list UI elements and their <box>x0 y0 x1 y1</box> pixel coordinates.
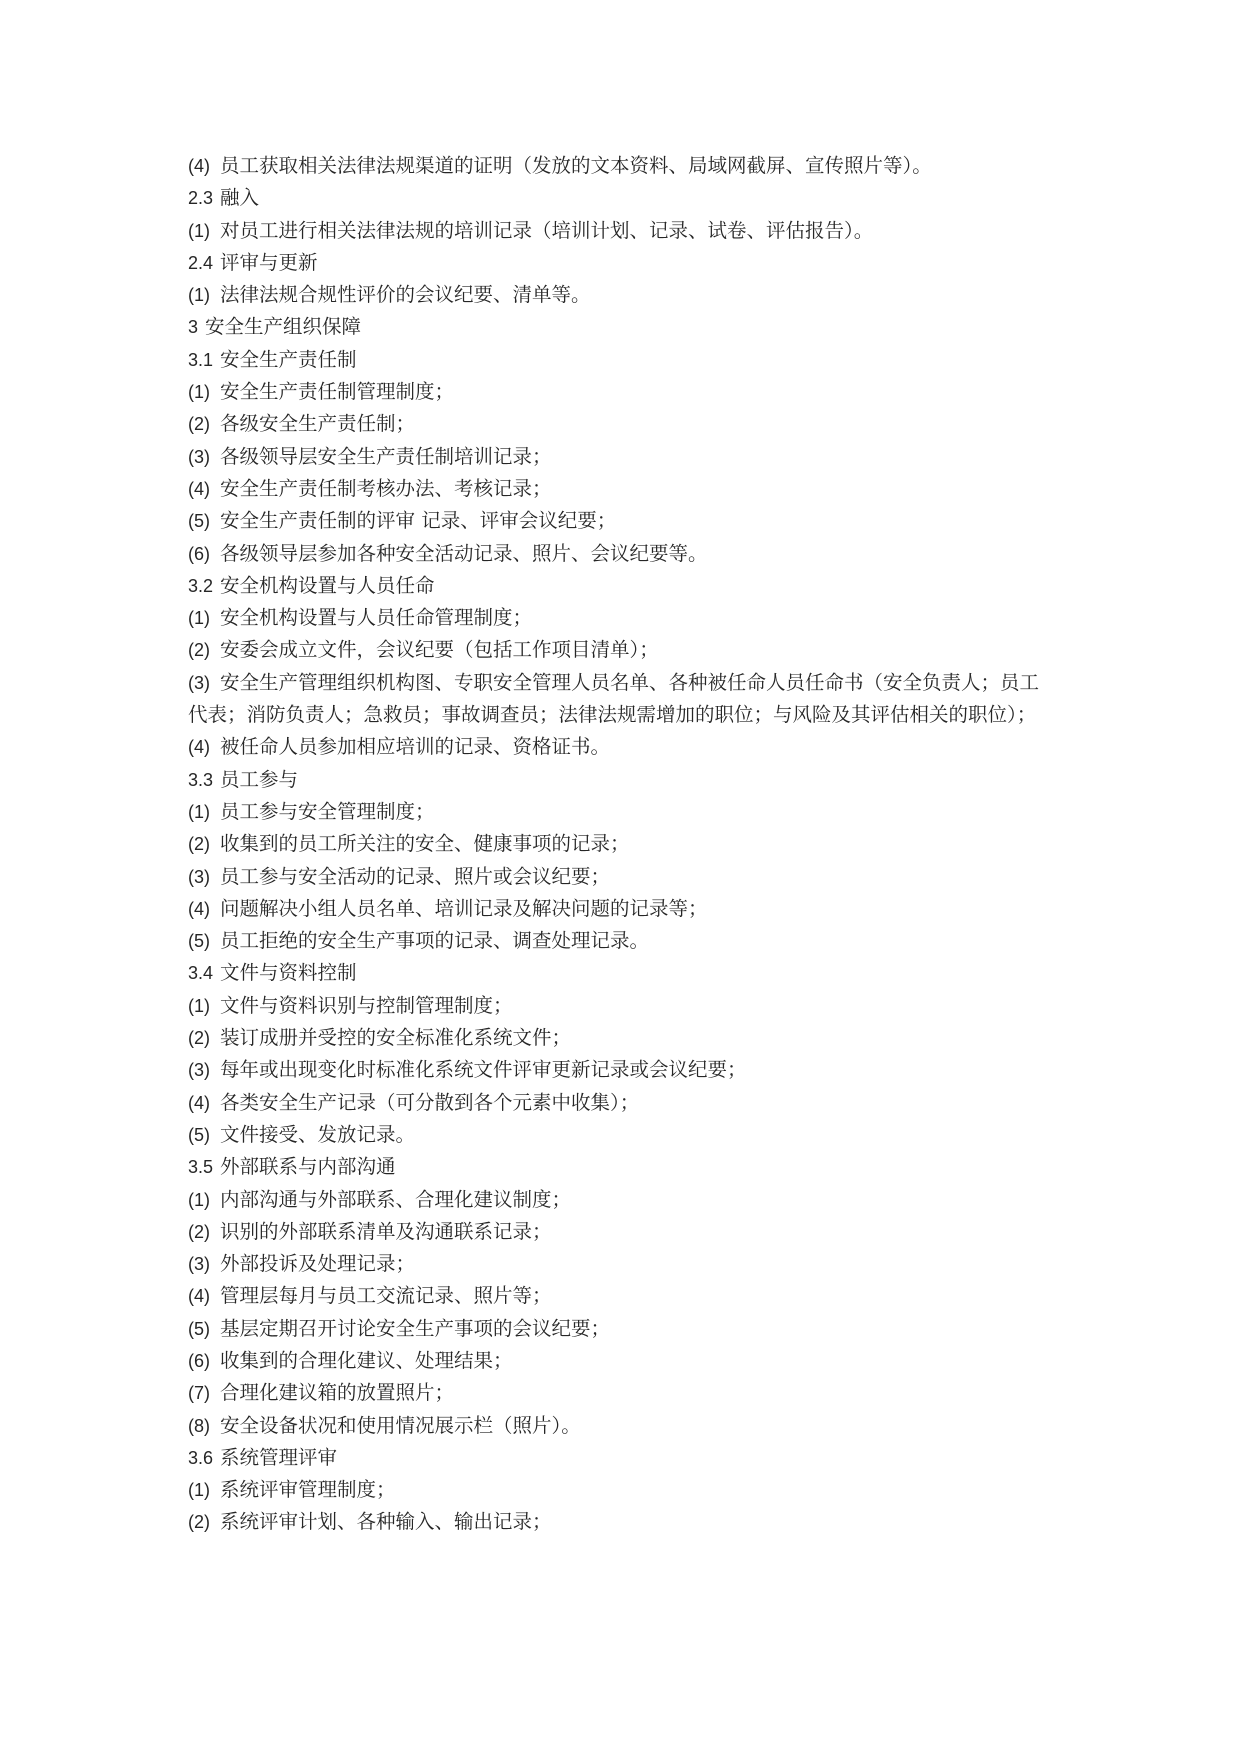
item-text: 各级领导层参加各种安全活动记录、照片、会议纪要等。 <box>220 541 708 565</box>
list-item <box>188 731 1058 763</box>
list-item <box>188 1184 1058 1216</box>
item-text: 员工拒绝的安全生产事项的记录、调查处理记录。 <box>220 929 650 953</box>
list-item <box>188 861 1058 893</box>
item-text: 系统评审计划、各种输入、输出记录； <box>220 1510 552 1534</box>
item-number: (5) <box>188 1318 210 1339</box>
item-number: (4) <box>188 1092 210 1113</box>
list-item <box>188 1377 1058 1409</box>
item-number: (1) <box>188 220 210 241</box>
item-number: (2) <box>188 640 210 661</box>
section-heading <box>188 182 1058 214</box>
section-heading <box>188 1442 1058 1474</box>
item-text: 管理层每月与员工交流记录、照片等； <box>220 1284 552 1308</box>
item-text: 收集到的合理化建议、处理结果； <box>220 1348 513 1372</box>
list-item <box>188 925 1058 957</box>
item-text: 安全生产管理组织机构图、专职安全管理人员名单、各种被任命人员任命书（安全负责人；员工代表；消防负责人；急救员；事故调查员；法律法规需增加的职位；与风险及其评估相关的职位）； <box>188 670 1040 727</box>
item-number: (3) <box>188 446 210 467</box>
item-number: (5) <box>188 511 210 532</box>
item-number: (4) <box>188 737 210 758</box>
section-heading <box>188 1151 1058 1183</box>
item-number: (7) <box>188 1383 210 1404</box>
document-page <box>188 150 1058 1539</box>
list-item <box>188 1087 1058 1119</box>
section-heading <box>188 570 1058 602</box>
section-title: 文件与资料控制 <box>220 961 357 985</box>
list-item <box>188 796 1058 828</box>
section-number: 3.4 <box>188 963 214 984</box>
item-text: 文件接受、发放记录。 <box>220 1122 416 1146</box>
item-text: 各类安全生产记录（可分散到各个元素中收集）； <box>220 1090 640 1114</box>
item-number: (4) <box>188 898 210 919</box>
item-number: (2) <box>188 1221 210 1242</box>
list-item <box>188 538 1058 570</box>
item-text: 安全生产责任制的评审 记录、评审会议纪要； <box>220 509 617 533</box>
section-title: 评审与更新 <box>220 250 318 274</box>
item-number: (3) <box>188 1254 210 1275</box>
list-item <box>188 376 1058 408</box>
item-text: 安全机构设置与人员任命管理制度； <box>220 606 533 630</box>
item-number: (2) <box>188 834 210 855</box>
list-item <box>188 1216 1058 1248</box>
list-item <box>188 1119 1058 1151</box>
list-item <box>188 893 1058 925</box>
item-number: (2) <box>188 1028 210 1049</box>
item-number: (1) <box>188 382 210 403</box>
list-item <box>188 1474 1058 1506</box>
item-text: 各级安全生产责任制； <box>220 412 416 436</box>
item-text: 安全设备状况和使用情况展示栏（照片）。 <box>220 1413 581 1437</box>
item-number: (5) <box>188 931 210 952</box>
item-text: 各级领导层安全生产责任制培训记录； <box>220 444 552 468</box>
section-heading <box>188 247 1058 279</box>
section-heading <box>188 764 1058 796</box>
list-item <box>188 634 1058 666</box>
list-item <box>188 1280 1058 1312</box>
item-text: 安全生产责任制管理制度； <box>220 380 455 404</box>
section-title: 外部联系与内部沟通 <box>220 1155 396 1179</box>
section-title: 安全生产责任制 <box>220 347 357 371</box>
list-item <box>188 1506 1058 1538</box>
item-text: 收集到的员工所关注的安全、健康事项的记录； <box>220 832 630 856</box>
item-text: 问题解决小组人员名单、培训记录及解决问题的记录等； <box>220 896 708 920</box>
section-number: 3.2 <box>188 575 214 596</box>
item-number: (3) <box>188 1060 210 1081</box>
item-number: (1) <box>188 801 210 822</box>
item-text: 安全生产责任制考核办法、考核记录； <box>220 476 552 500</box>
chapter-heading <box>188 311 1058 343</box>
section-heading <box>188 957 1058 989</box>
section-title: 融入 <box>220 186 260 210</box>
item-number: (1) <box>188 285 210 306</box>
item-text: 每年或出现变化时标准化系统文件评审更新记录或会议纪要； <box>220 1058 747 1082</box>
item-number: (4) <box>188 478 210 499</box>
list-item <box>188 473 1058 505</box>
list-item <box>188 1248 1058 1280</box>
item-number: (1) <box>188 608 210 629</box>
item-text: 内部沟通与外部联系、合理化建议制度； <box>220 1187 572 1211</box>
list-item <box>188 1410 1058 1442</box>
item-number: (1) <box>188 1189 210 1210</box>
item-text: 员工参与安全管理制度； <box>220 799 435 823</box>
item-text: 对员工进行相关法律法规的培训记录（培训计划、记录、试卷、评估报告）。 <box>220 218 874 242</box>
list-item <box>188 1022 1058 1054</box>
item-number: (4) <box>188 156 210 176</box>
section-heading <box>188 344 1058 376</box>
section-number: 2.3 <box>188 188 214 209</box>
item-text: 安委会成立文件，会议纪要（包括工作项目清单）； <box>220 638 659 662</box>
item-text: 员工参与安全活动的记录、照片或会议纪要； <box>220 864 611 888</box>
section-title: 系统管理评审 <box>220 1445 338 1469</box>
item-text: 被任命人员参加相应培训的记录、资格证书。 <box>220 735 611 759</box>
item-number: (2) <box>188 1512 210 1533</box>
chapter-title: 安全生产组织保障 <box>205 315 362 339</box>
item-number: (8) <box>188 1415 210 1436</box>
item-text: 文件与资料识别与控制管理制度； <box>220 993 513 1017</box>
section-title: 安全机构设置与人员任命 <box>220 573 435 597</box>
item-number: (3) <box>188 672 210 693</box>
item-number: (6) <box>188 543 210 564</box>
item-number: (1) <box>188 995 210 1016</box>
section-number: 3.6 <box>188 1447 214 1468</box>
item-text: 合理化建议箱的放置照片； <box>220 1381 455 1405</box>
section-number: 3.3 <box>188 769 214 790</box>
section-number: 2.4 <box>188 252 214 273</box>
list-item <box>188 1313 1058 1345</box>
list-item <box>188 667 1058 732</box>
list-item <box>188 1054 1058 1086</box>
item-number: (4) <box>188 1286 210 1307</box>
list-item <box>188 990 1058 1022</box>
item-text: 员工获取相关法律法规渠道的证明（发放的文本资料、局域网截屏、宣传照片等）。 <box>220 154 932 177</box>
item-text: 法律法规合规性评价的会议纪要、清单等。 <box>220 283 591 307</box>
list-item <box>188 505 1058 537</box>
list-item <box>188 602 1058 634</box>
list-item <box>188 215 1058 247</box>
item-number: (5) <box>188 1124 210 1145</box>
item-number: (3) <box>188 866 210 887</box>
list-item <box>188 1345 1058 1377</box>
item-text: 装订成册并受控的安全标准化系统文件； <box>220 1026 572 1050</box>
item-number: (6) <box>188 1350 210 1371</box>
list-item <box>188 150 1058 182</box>
item-text: 系统评审管理制度； <box>220 1478 396 1502</box>
list-item <box>188 441 1058 473</box>
item-number: (1) <box>188 1480 210 1501</box>
item-text: 识别的外部联系清单及沟通联系记录； <box>220 1219 552 1243</box>
section-number: 3.5 <box>188 1157 214 1178</box>
section-number: 3.1 <box>188 349 214 370</box>
list-item <box>188 279 1058 311</box>
item-number: (2) <box>188 414 210 435</box>
item-text: 外部投诉及处理记录； <box>220 1252 416 1276</box>
item-text: 基层定期召开讨论安全生产事项的会议纪要； <box>220 1316 611 1340</box>
section-title: 员工参与 <box>220 767 299 791</box>
chapter-number: 3 <box>188 317 199 338</box>
list-item <box>188 828 1058 860</box>
list-item <box>188 408 1058 440</box>
